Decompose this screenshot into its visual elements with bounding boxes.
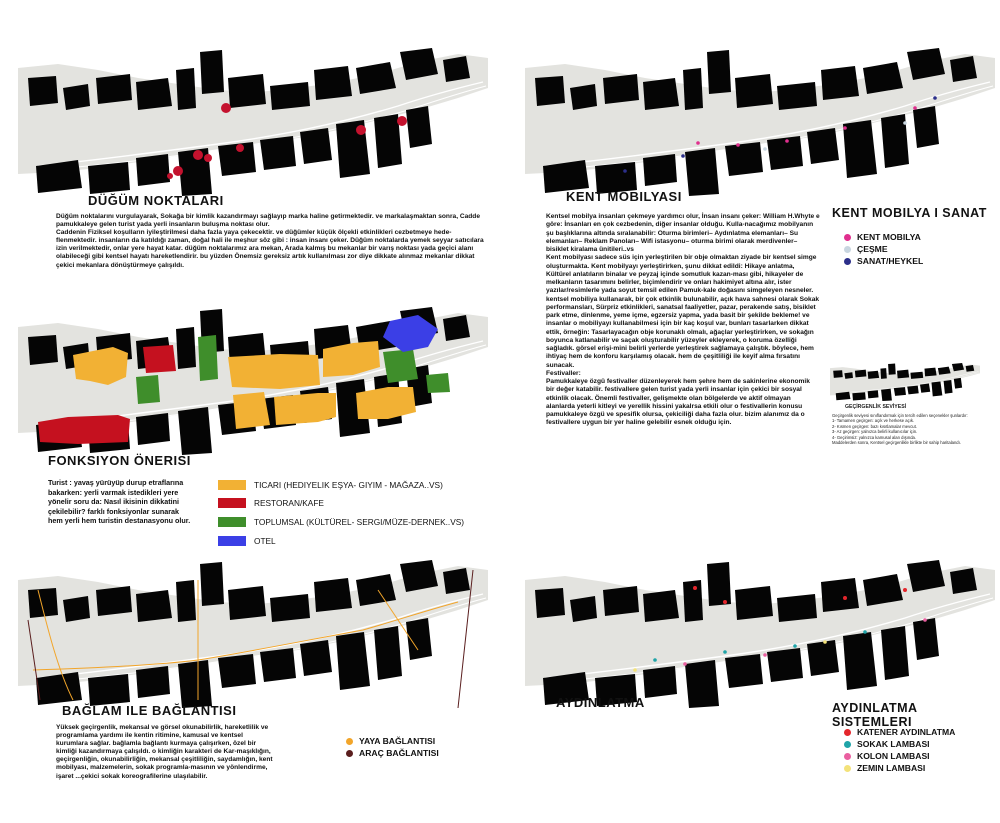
furniture-map-drawing [525, 48, 995, 196]
connection-map-drawing [18, 560, 488, 708]
street-lamp-dot-icon [844, 741, 851, 748]
street-lamp [723, 650, 727, 654]
catenary-light [693, 586, 697, 590]
street-lamp [863, 630, 867, 634]
art-point [681, 154, 685, 158]
function-map [18, 307, 488, 455]
catenary-dot-icon [844, 729, 851, 736]
node-point [221, 103, 231, 113]
function-legend [218, 476, 464, 551]
social-block [136, 375, 160, 404]
vehicle-dot-icon [346, 750, 353, 757]
node-point [193, 150, 203, 160]
node-point [236, 144, 244, 152]
legend-item-commercial: TICARI (HEDIYELIK EŞYA- GIYIM - MAĞAZA..VS) [218, 476, 464, 493]
node-point [167, 173, 173, 179]
legend-item-pedestrian: YAYA BAĞLANTISI [346, 735, 439, 747]
ground-lamp-dot-icon [844, 765, 851, 772]
art-dot-icon [844, 258, 851, 265]
permeability-title: GEÇİRGENLİK SEVİYESİ [845, 404, 907, 410]
lighting-legend [844, 726, 955, 774]
legend-item-social: TOPLUMSAL (KÜLTÜREL- SERGI/MÜZE-DERNEK..VS) [218, 513, 464, 531]
nodes-text: Düğüm noktalarını vurgulayarak, Sokağa bir kimlik kazandırmayı sağlayıp marka haline getirmektedir. ve markalaşmaktan sonra, Cadde pamukkaleye gelen turist yada yerli insanların buluşma noktası olur. Caddenin Fiziksel koşulların iyileştirilmesi daha fazla yaya çekecektir. ve düğümler küçük ölçekli etkinlikleri cezbetmeye hede-flenmektedir. insanların da katıldığı zaman, doğal hali ile meşhur söz gibi : insan insanı çeker. Düğüm noktalarda yemek seyyar satıcılara izin verilmektedir, onlar yere hayat katar. düğüm noktalarımız ara mekan, Arada kalmış bu mekanlar bir varış noktası yada geçici alanı olabileceği gibi kentsel hayatı hareketlendirir. bu yüzden Önemsiz gereksiz artık kullanılması zor diye dikkate alınmaz mekanlar dikkat çekici mekanlara dönüştürmeye çalışıldı. [56, 213, 484, 269]
lighting-map-drawing [525, 560, 995, 708]
column-lamp [763, 653, 767, 657]
legend-item-catenary: KATENER AYDINLATMA [844, 726, 955, 738]
furniture-point [785, 139, 789, 143]
connection-legend [346, 735, 439, 759]
legend-item-restaurant: RESTORAN/KAFE [218, 493, 464, 513]
lighting-legend-title: AYDINLATMA SISTEMLERI [832, 701, 918, 729]
fountain-point [903, 121, 907, 125]
legend-item-vehicle: ARAÇ BAĞLANTISI [346, 747, 439, 759]
column-lamp [923, 618, 927, 622]
commercial-block [356, 387, 416, 419]
nodes-map [18, 48, 488, 196]
ground-lamp [823, 640, 827, 644]
node-point [356, 125, 366, 135]
fountain-point [763, 147, 767, 151]
nodes-title: DÜĞÜM NOKTALARI [88, 193, 224, 208]
legend-item-fountain: ÇEŞME [844, 243, 923, 255]
furniture-point [696, 141, 700, 145]
lighting-title: AYDINLATMA [556, 695, 645, 710]
column-lamp-dot-icon [844, 753, 851, 760]
legend-item-column-lamp: KOLON LAMBASI [844, 750, 955, 762]
permeability-text: Geçirgenlik seviyesi sınıflandırmak için tercih edilen seçenekler şunlardır: 1- Tamamen geçirgen: açık ve herkese açık. 2- Kısmen geçirgen: bazı kısıtlamalar mevcut. 3- Az geçirgen: yalnızca belirli kullanıcılar için. 4- Geçirimsiz: yalnızca kamusal alan dışında. Maddelerden sonra, Kentsel geçirgenlikle birlikte bir sahip haritalandı. [832, 413, 968, 446]
furniture-legend-title: KENT MOBILYA I SANAT [832, 206, 987, 220]
fountain-dot-icon [844, 246, 851, 253]
ground-lamp [633, 668, 637, 672]
commercial-block [233, 392, 270, 429]
permeability-map [830, 363, 980, 401]
catenary-light [723, 600, 727, 604]
commercial-swatch [218, 480, 246, 490]
furniture-map [525, 48, 995, 196]
commercial-block [228, 354, 320, 389]
furniture-legend [844, 231, 923, 267]
legend-item-street-lamp: SOKAK LAMBASI [844, 738, 955, 750]
restaurant-block [143, 345, 176, 373]
legend-item-hotel: OTEL [218, 531, 464, 551]
function-map-drawing [18, 307, 488, 455]
hotel-swatch [218, 536, 246, 546]
catenary-light [843, 596, 847, 600]
permeability-map-drawing [830, 363, 980, 401]
furniture-text: Kentsel mobilya insanları çekmeye yardımcı olur, İnsan insanı çeker: William H.Whyte e göre: İnsanları en çok cezbedenin, diğer insanlar olduğu. Kulla-nacağımız mobilyanın şu başlıklarına altında sıralanabilir: Oturma birimleri– Aydınlatma elemanları– Su elemanları– Reklam Panoları– Wifi istasyonu– oturma birimi olarak merdivenler– bisiklet kiralama ünitileri..vs Kent mobilyası sadece süs için yerleştirilen bir obje olmaktan ziyade bir kentsel simge oluşturmakta. Kent mobilyayı yerleştirirken, şunu dikkat edildi: Hikaye anlatma, Kültürel anlatıların binalar ve peyzaj içinde somutluk kazan-ması gibi, hikayeler de melkanların tasarımını belirler, biçimlendirir ve onları hakimiyet altına alır, ister yazılar/resimlerle yada soyut temsil edilen Pamuk-kale doğasını simgeleyen nesneler. kentsel mobiliya kullanarak, bir çok etkinlik bulunabilir, açık hava sahnesi olarak Sokak performansları, Sürpriz etkinlikleri, sanatsal faaliyetler, pazar, perakende satış, bisiklet park etme, dinlenme, yeme içme, egzersiz yapma, yada basit bir şekilde bekleme! ve insanlar o mobiliyayı kullanabilmesi için bir kaç koşul var, bunları tasarlarken dikkat ettik, örneğin: Tasarlayacağın obje korunaklı olmalı, ağaçlar yerleştirirken, ve sokağın boyunca katlanabilir ve saçak oluşturabilir yüzeyler ekleyerek, o koruma özelliği sağladık. görsel erişi-mini belirli yerlerde yerleştirek sağlamaya çalıştık. böylece, hem ihtiyaç hem de konforu karşılamış olacak. hem de çeşitliliği ile keyif alma fırsatını sunacak. Festivaller: Pamukkaleye özgü festivaller düzenleyerek hem şehre hem de sakinlerine ekonomik bir değer katabilir. festivallere gelen turist yada yerli insanlar için çekici bir sosyal etkinlik olacak. Önemli festivaller, gelişmekte olan bölgelerde ve aktif olmayan alanlarda yeterli kitleyi ve yerellik hissini yakalrsa etkili olur o festivallerin konusu pamukkaleye özgü ve spesifik olursa, çekiciliği daha fazla olur. bizim alanımız da o festivallere uygun bir yer haline gelebilir esnek olduğu için. [546, 213, 820, 427]
node-point [204, 154, 212, 162]
furniture-point [913, 106, 917, 110]
legend-item-ground-lamp: ZEMIN LAMBASI [844, 762, 955, 774]
pedestrian-dot-icon [346, 738, 353, 745]
social-block [198, 335, 218, 381]
connection-title: BAĞLAM ILE BAĞLANTISI [62, 703, 237, 718]
catenary-light [903, 588, 907, 592]
furniture-point [843, 126, 847, 130]
restaurant-swatch [218, 498, 246, 508]
commercial-block [274, 393, 336, 425]
lighting-map [525, 560, 995, 708]
furniture-title: KENT MOBILYASI [566, 189, 682, 204]
social-block [383, 349, 418, 383]
node-point [397, 116, 407, 126]
nodes-map-drawing [18, 48, 488, 196]
legend-item-furniture: KENT MOBILYA [844, 231, 923, 243]
legend-item-art: SANAT/HEYKEL [844, 255, 923, 267]
column-lamp [683, 662, 687, 666]
street-lamp [653, 658, 657, 662]
art-point [623, 169, 627, 173]
function-text: Turist : yavaş yürüyüp durup etraflarına bakarken: yerli varmak istedikleri yere yönelir soru da: Nasıl ikisinin dikkatini çekilebilir? farklı fonksiyonlar sunarak hem yerli hem turistin destanasyonu olur. [48, 478, 191, 526]
node-point [173, 166, 183, 176]
social-swatch [218, 517, 246, 527]
connection-text: Yüksek geçirgenlik, mekansal ve görsel okunabilirlik, hareketlilik ve programlama yardımı ile kentin ritimine, kamusal ve kentsel kurumlara sağlar. bağlamla bağlantı kurmaya çalışırken, özel bir kimliği kazandırmaya çalışıldı. o kimliğin karakteri de Kar-maşıklığın, geçirgenliğin, okunabilirliğin, mekansal çeşitliliğin, saydamlığın, kent mobilyası, malzemelerin, sokak programla-masının ve yönlendirme, işaret ...çekici sokak koreografilerine ulaşılabilir. [56, 724, 273, 780]
social-block [426, 373, 450, 393]
street-lamp [793, 644, 797, 648]
art-point [933, 96, 937, 100]
connection-map [18, 560, 488, 708]
furniture-dot-icon [844, 234, 851, 241]
function-title: FONKSIYON ÖNERISI [48, 453, 191, 468]
furniture-point [736, 143, 740, 147]
